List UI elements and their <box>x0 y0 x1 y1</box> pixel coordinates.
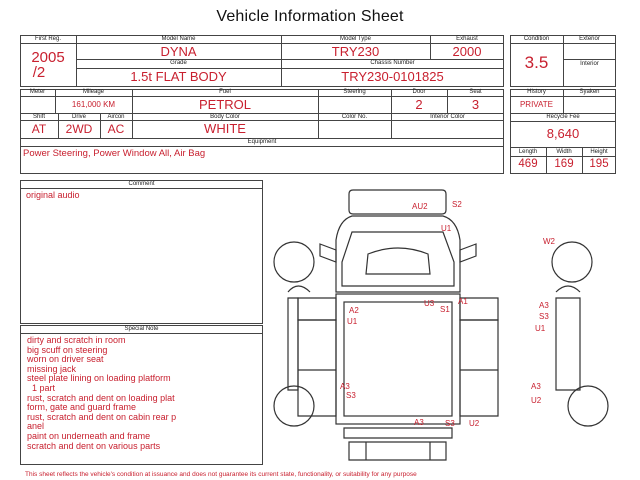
chassis-number-label: Chassis Number <box>370 60 415 66</box>
special-note-item: scratch and dent on various parts <box>27 440 161 451</box>
comment-box <box>20 180 263 324</box>
equipment-value: Power Steering, Power Window All, Air Bag <box>23 148 206 159</box>
special-note-item: missing jack <box>27 363 77 374</box>
special-note-list <box>27 336 176 451</box>
special-note-item: form, gate and guard frame <box>27 402 137 413</box>
fuel-label: Fuel <box>219 89 231 95</box>
exterior-label: Exterior <box>579 36 600 42</box>
left-mirror <box>320 244 336 262</box>
bed-inner <box>344 302 452 416</box>
seat-value: 3 <box>471 97 480 112</box>
damage-u2-bottom: U2 <box>469 419 480 428</box>
front-bumper <box>349 190 446 214</box>
recycle-fee-value: 8,640 <box>546 126 580 141</box>
first-reg-label: First Reg. <box>34 36 61 42</box>
damage-s3-bottom: S3 <box>445 419 455 428</box>
wheel-front-right <box>552 242 592 282</box>
aircon-label: Aircon <box>107 114 125 120</box>
syaken-label: Syaken <box>579 89 600 95</box>
comment-text: original audio <box>26 190 80 200</box>
damage-u1-top: U1 <box>441 224 452 233</box>
damage-u3: U3 <box>424 299 435 308</box>
shift-value: AT <box>31 122 47 136</box>
damage-a3-left-low: A3 <box>340 382 350 391</box>
damage-a3-bottom: A3 <box>414 418 424 427</box>
mileage-label: Mileage <box>82 89 104 95</box>
grade-value: 1.5t FLAT BODY <box>130 69 227 84</box>
height-label: Height <box>590 149 608 155</box>
history-value: PRIVATE <box>519 100 554 109</box>
condition-label: Condition <box>523 36 550 42</box>
rear-bumper <box>349 442 446 460</box>
interior-color-label: Interior Color <box>430 114 465 120</box>
body-color-label: Body Color <box>210 114 240 120</box>
damage-s3-right: S3 <box>539 312 549 321</box>
damage-a2-left: A2 <box>349 306 359 315</box>
comment-label: Comment <box>128 181 155 187</box>
special-note-item: worn on driver seat <box>27 354 104 365</box>
steering-label: Steering <box>343 89 366 95</box>
damage-u1-left: U1 <box>347 317 358 326</box>
wheel-front-left <box>274 242 314 282</box>
page-title: Vehicle Information Sheet <box>216 8 404 25</box>
special-note-item: anel <box>27 421 45 432</box>
damage-w2: W2 <box>543 237 555 246</box>
aircon-value: AC <box>107 122 125 136</box>
door-label: Door <box>412 89 426 95</box>
interior-label: Interior <box>580 61 599 67</box>
door-value: 2 <box>415 97 423 112</box>
special-note-label: Special Note <box>124 326 159 332</box>
bed-left-side <box>298 320 336 416</box>
grade-label: Grade <box>170 60 187 66</box>
special-note-item: dirty and scratch in room <box>27 335 126 345</box>
damage-u2-right-low: U2 <box>531 396 542 405</box>
drive-value: 2WD <box>65 122 93 136</box>
damage-a3-right-low: A3 <box>531 382 541 391</box>
special-note-item: big scuff on steering <box>27 344 108 355</box>
model-type-label: Model Type <box>340 36 371 42</box>
model-type-value: TRY230 <box>331 44 380 59</box>
special-note-item: rust, scratch and dent on loading plat <box>27 392 175 403</box>
roof <box>366 248 430 274</box>
bed-right-side <box>460 320 498 416</box>
mileage-value: 161,000 KM <box>71 100 116 109</box>
height-value: 195 <box>589 158 609 170</box>
seat-label: Seat <box>469 89 482 95</box>
special-note-item: steel plate lining on loading platform <box>27 373 171 384</box>
length-label: Length <box>518 149 538 155</box>
special-note-item: 1 part <box>27 382 56 393</box>
model-name-value: DYNA <box>160 44 197 59</box>
rear-gate <box>344 428 452 438</box>
damage-a1: A1 <box>458 297 468 306</box>
chassis-number-value: TRY230-0101825 <box>341 69 444 84</box>
exhaust-value: 2000 <box>452 44 482 59</box>
history-label: History <box>527 89 546 95</box>
cab-left-side <box>298 298 336 320</box>
width-label: Width <box>556 149 572 155</box>
recycle-fee-label: Recycle Fee <box>546 114 580 120</box>
condition-value: 3.5 <box>524 53 549 72</box>
equipment-label: Equipment <box>247 139 277 145</box>
exhaust-label: Exhaust <box>456 36 478 42</box>
length-value: 469 <box>518 158 538 170</box>
first-reg-year: 2005 <box>31 49 65 66</box>
damage-s2: S2 <box>452 200 462 209</box>
body-color-value: WHITE <box>204 121 246 136</box>
color-no-label: Color No. <box>341 114 368 120</box>
damage-u1-right: U1 <box>535 324 546 333</box>
wheel-rear-right <box>568 386 608 426</box>
drive-label: Drive <box>71 114 86 120</box>
fuel-value: PETROL <box>198 97 251 112</box>
damage-s1: S1 <box>440 305 450 314</box>
model-name-label: Model Name <box>161 36 196 42</box>
windshield <box>342 232 454 286</box>
right-mirror <box>460 244 476 262</box>
special-note-item: rust, scratch and dent on cabin rear p <box>27 411 177 422</box>
width-value: 169 <box>554 158 574 170</box>
special-note-item: paint on underneath and frame <box>27 430 151 441</box>
damage-s3-left-low: S3 <box>346 391 356 400</box>
damage-a3-right: A3 <box>539 301 549 310</box>
shift-label: Shift <box>32 114 45 120</box>
disclaimer-footer: This sheet reflects the vehicle's condition at issuance and does not guarantee its current state, functionality, or suitability for any purpose <box>25 471 417 478</box>
first-reg-month: /2 <box>32 64 46 81</box>
damage-au2: AU2 <box>412 202 428 211</box>
wheel-rear-left <box>274 386 314 426</box>
meter-label: Meter <box>29 89 46 95</box>
